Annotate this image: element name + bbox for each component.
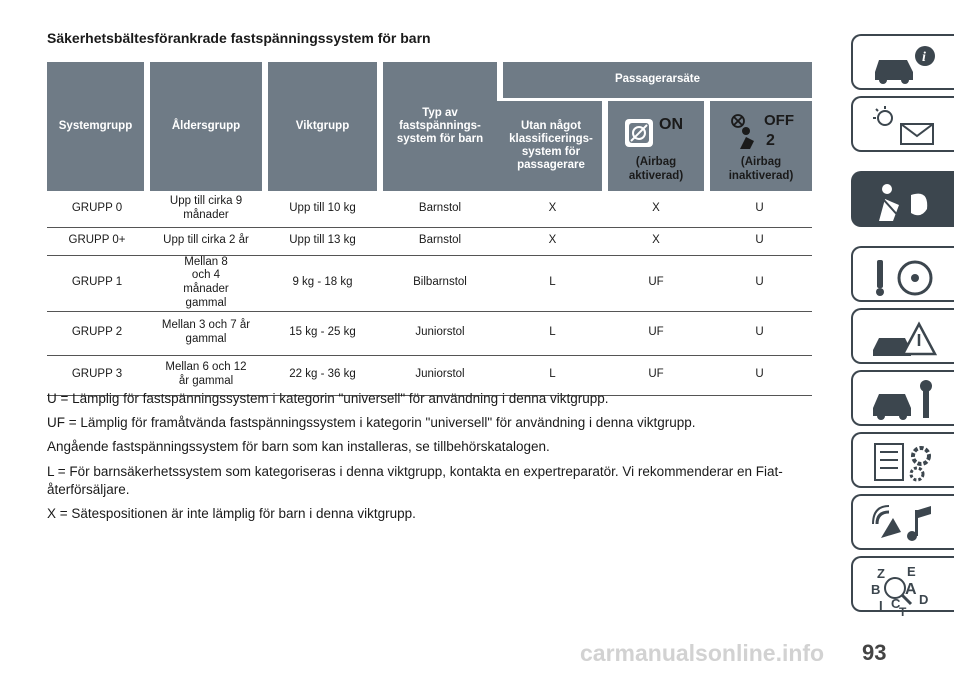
cell-vikt: 15 kg - 25 kg bbox=[265, 311, 380, 355]
table-row bbox=[47, 311, 812, 355]
note-x: X = Sätespositionen är inte lämplig för barn i denna viktgrupp. bbox=[47, 506, 416, 522]
page-number: 93 bbox=[862, 640, 887, 665]
airbag-on-badge: ON bbox=[659, 116, 683, 134]
airbag-off-icon bbox=[726, 109, 796, 153]
cell-on: X bbox=[605, 191, 707, 227]
legend-notes bbox=[47, 390, 817, 529]
multimedia-music-icon bbox=[871, 502, 941, 546]
cell-alder: Mellan 3 och 7 år gammal bbox=[147, 311, 265, 355]
header-airbag-on bbox=[605, 100, 707, 192]
tab-specifications[interactable] bbox=[851, 432, 954, 488]
cell-on: UF bbox=[605, 355, 707, 395]
cell-vikt: Upp till 13 kg bbox=[265, 227, 380, 255]
seat-airbag-icon bbox=[871, 179, 941, 223]
cell-grupp: GRUPP 3 bbox=[47, 355, 147, 395]
cell-alder: Mellan 6 och 12 år gammal bbox=[147, 355, 265, 395]
cell-vikt: 9 kg - 18 kg bbox=[265, 255, 380, 311]
airbag-off-badge: OFF bbox=[764, 112, 794, 130]
key-steering-wheel-icon bbox=[871, 254, 941, 298]
cell-off: U bbox=[707, 255, 812, 311]
svg-text:B: B bbox=[871, 582, 881, 597]
header-utan-klassificering: Utan något klassificerings-system för passagerare bbox=[500, 100, 605, 192]
tab-key-steering[interactable] bbox=[851, 246, 954, 302]
airbag-off-number: 2 bbox=[766, 132, 775, 150]
cell-grupp: GRUPP 2 bbox=[47, 311, 147, 355]
header-passagerarsate: Passagerarsäte bbox=[500, 62, 812, 100]
svg-text:Z: Z bbox=[877, 566, 885, 581]
watermark: carmanualsonline.info bbox=[580, 640, 825, 666]
cell-typ: Bilbarnstol bbox=[380, 255, 500, 311]
tab-warning-car[interactable] bbox=[851, 308, 954, 364]
svg-text:C: C bbox=[891, 596, 901, 611]
svg-text:D: D bbox=[919, 592, 929, 607]
table-row bbox=[47, 191, 812, 227]
cell-on: X bbox=[605, 227, 707, 255]
header-aldersgrupp: Åldersgrupp bbox=[147, 62, 265, 191]
cell-typ: Juniorstol bbox=[380, 311, 500, 355]
cell-off: U bbox=[707, 311, 812, 355]
airbag-on-icon bbox=[621, 109, 691, 153]
car-wrench-icon bbox=[871, 378, 941, 422]
cell-off: U bbox=[707, 355, 812, 395]
car-info-icon bbox=[871, 42, 941, 86]
airbag-on-label: (Airbag aktiverad) bbox=[628, 156, 684, 182]
cell-typ: Barnstol bbox=[380, 227, 500, 255]
svg-text:I: I bbox=[879, 598, 883, 613]
table-row bbox=[47, 227, 812, 255]
cell-alder: Upp till cirka 2 år bbox=[147, 227, 265, 255]
cell-vikt: 22 kg - 36 kg bbox=[265, 355, 380, 395]
dashboard-lights-icon bbox=[871, 104, 941, 148]
cell-typ: Barnstol bbox=[380, 191, 500, 227]
header-typ: Typ av fastspännings-system för barn bbox=[380, 62, 500, 191]
cell-alder: Mellan 8 och 4 månader gammal bbox=[147, 255, 265, 311]
cell-utan: X bbox=[500, 191, 605, 227]
cell-grupp: GRUPP 1 bbox=[47, 255, 147, 311]
svg-text:T: T bbox=[899, 605, 907, 616]
warning-triangle-car-icon bbox=[871, 316, 941, 360]
tab-car-info[interactable] bbox=[851, 34, 954, 90]
svg-text:E: E bbox=[907, 564, 916, 579]
svg-text:i: i bbox=[922, 50, 926, 65]
alphabetical-index-icon bbox=[871, 564, 941, 616]
note-u: U = Lämplig för fastspänningssystem i kategorin "universell" för användning i denna viktgrupp. bbox=[47, 391, 609, 406]
cell-grupp: GRUPP 0 bbox=[47, 191, 147, 227]
cell-on: UF bbox=[605, 255, 707, 311]
cell-on: UF bbox=[605, 311, 707, 355]
note-uf: UF = Lämplig för framåtvända fastspänningssystem i kategorin "universell" för användning i denna viktgrupp. bbox=[47, 415, 696, 431]
cell-off: U bbox=[707, 191, 812, 227]
header-viktgrupp: Viktgrupp bbox=[265, 62, 380, 191]
cell-off: U bbox=[707, 227, 812, 255]
cell-alder: Upp till cirka 9 månader bbox=[147, 191, 265, 227]
tab-dashboard-lights[interactable] bbox=[851, 96, 954, 152]
cell-utan: L bbox=[500, 355, 605, 395]
cell-vikt: Upp till 10 kg bbox=[265, 191, 380, 227]
cell-utan: X bbox=[500, 227, 605, 255]
cell-utan: L bbox=[500, 255, 605, 311]
tab-multimedia[interactable] bbox=[851, 494, 954, 550]
header-airbag-off bbox=[707, 100, 812, 192]
tab-alphabetical-index[interactable] bbox=[851, 556, 954, 616]
header-systemgrupp: Systemgrupp bbox=[47, 62, 147, 191]
specifications-gears-icon bbox=[871, 440, 941, 484]
note-tillbehor: Angående fastspänningssystem för barn som kan installeras, se tillbehörskatalogen. bbox=[47, 439, 550, 455]
cell-utan: L bbox=[500, 311, 605, 355]
tab-car-wrench[interactable] bbox=[851, 370, 954, 426]
svg-text:A: A bbox=[905, 581, 917, 598]
page-title: Säkerhetsbältesförankrade fastspänningssystem för barn bbox=[47, 30, 431, 46]
note-l: L = För barnsäkerhetssystem som kategoriseras i denna viktgrupp, kontakta en expertreparatör. Vi rekommenderar en Fiat-återförsäljare. bbox=[47, 463, 783, 497]
cell-grupp: GRUPP 0+ bbox=[47, 227, 147, 255]
cell-typ: Juniorstol bbox=[380, 355, 500, 395]
tab-seat-airbag[interactable] bbox=[851, 171, 954, 227]
child-seat-table bbox=[47, 62, 812, 396]
airbag-off-label: (Airbag inaktiverad) bbox=[728, 156, 794, 182]
table-row bbox=[47, 255, 812, 311]
